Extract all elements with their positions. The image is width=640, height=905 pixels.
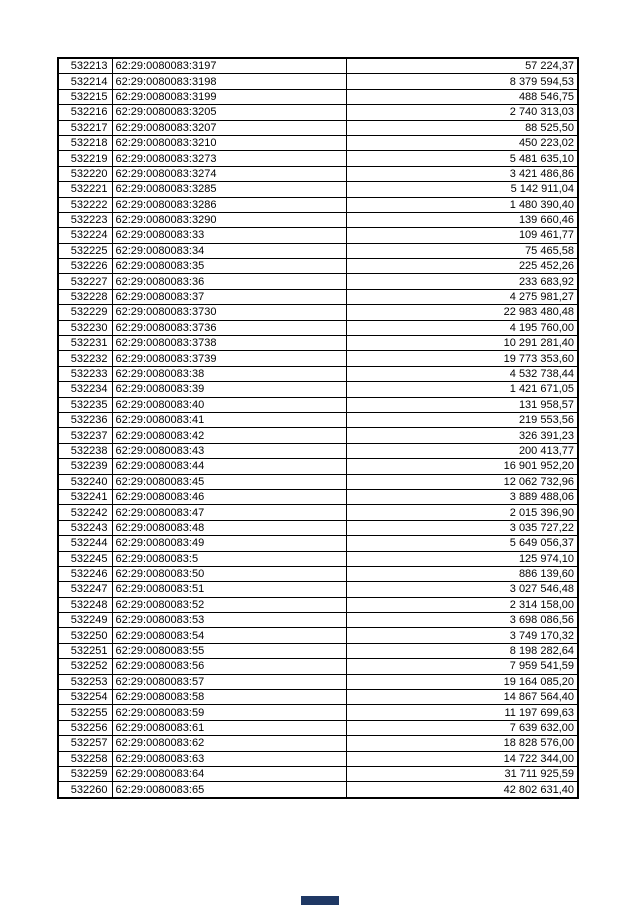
cadastral-code-cell: 62:29:0080083:58 bbox=[112, 690, 346, 705]
row-id-cell: 532247 bbox=[58, 582, 112, 597]
table-row bbox=[58, 628, 578, 643]
table-row bbox=[58, 428, 578, 443]
row-id-cell: 532226 bbox=[58, 259, 112, 274]
amount-cell: 2 740 313,03 bbox=[346, 105, 578, 120]
row-id-cell: 532258 bbox=[58, 751, 112, 766]
row-id-cell: 532241 bbox=[58, 489, 112, 504]
amount-cell: 3 749 170,32 bbox=[346, 628, 578, 643]
row-id-cell: 532213 bbox=[58, 58, 112, 74]
cadastral-code-cell: 62:29:0080083:47 bbox=[112, 505, 346, 520]
cadastral-code-cell: 62:29:0080083:34 bbox=[112, 243, 346, 258]
table-row bbox=[58, 58, 578, 74]
table-row bbox=[58, 659, 578, 674]
row-id-cell: 532249 bbox=[58, 613, 112, 628]
amount-cell: 200 413,77 bbox=[346, 443, 578, 458]
row-id-cell: 532235 bbox=[58, 397, 112, 412]
amount-cell: 450 223,02 bbox=[346, 135, 578, 150]
amount-cell: 488 546,75 bbox=[346, 89, 578, 104]
row-id-cell: 532227 bbox=[58, 274, 112, 289]
amount-cell: 886 139,60 bbox=[346, 566, 578, 581]
cadastral-code-cell: 62:29:0080083:65 bbox=[112, 782, 346, 798]
row-id-cell: 532245 bbox=[58, 551, 112, 566]
cadastral-code-cell: 62:29:0080083:42 bbox=[112, 428, 346, 443]
table-row bbox=[58, 366, 578, 381]
cadastral-code-cell: 62:29:0080083:3199 bbox=[112, 89, 346, 104]
amount-cell: 233 683,92 bbox=[346, 274, 578, 289]
table-row bbox=[58, 643, 578, 658]
table-row bbox=[58, 182, 578, 197]
cadastral-code-cell: 62:29:0080083:3286 bbox=[112, 197, 346, 212]
cadastral-code-cell: 62:29:0080083:40 bbox=[112, 397, 346, 412]
table-row bbox=[58, 720, 578, 735]
table-row bbox=[58, 674, 578, 689]
row-id-cell: 532240 bbox=[58, 474, 112, 489]
cadastral-code-cell: 62:29:0080083:61 bbox=[112, 720, 346, 735]
cadastral-code-cell: 62:29:0080083:55 bbox=[112, 643, 346, 658]
row-id-cell: 532233 bbox=[58, 366, 112, 381]
row-id-cell: 532248 bbox=[58, 597, 112, 612]
cadastral-code-cell: 62:29:0080083:39 bbox=[112, 382, 346, 397]
amount-cell: 88 525,50 bbox=[346, 120, 578, 135]
row-id-cell: 532260 bbox=[58, 782, 112, 798]
table-row bbox=[58, 166, 578, 181]
table-row bbox=[58, 320, 578, 335]
row-id-cell: 532236 bbox=[58, 412, 112, 427]
amount-cell: 57 224,37 bbox=[346, 58, 578, 74]
cadastral-code-cell: 62:29:0080083:49 bbox=[112, 536, 346, 551]
cadastral-code-cell: 62:29:0080083:36 bbox=[112, 274, 346, 289]
cadastral-code-cell: 62:29:0080083:3730 bbox=[112, 305, 346, 320]
table-row bbox=[58, 613, 578, 628]
amount-cell: 8 379 594,53 bbox=[346, 74, 578, 89]
table-row bbox=[58, 690, 578, 705]
table-row bbox=[58, 551, 578, 566]
table-row bbox=[58, 351, 578, 366]
table-row bbox=[58, 135, 578, 150]
cadastral-code-cell: 62:29:0080083:50 bbox=[112, 566, 346, 581]
table-row bbox=[58, 582, 578, 597]
row-id-cell: 532228 bbox=[58, 289, 112, 304]
row-id-cell: 532244 bbox=[58, 536, 112, 551]
cadastral-code-cell: 62:29:0080083:3198 bbox=[112, 74, 346, 89]
table-row bbox=[58, 766, 578, 781]
row-id-cell: 532252 bbox=[58, 659, 112, 674]
amount-cell: 1 480 390,40 bbox=[346, 197, 578, 212]
amount-cell: 18 828 576,00 bbox=[346, 736, 578, 751]
row-id-cell: 532218 bbox=[58, 135, 112, 150]
amount-cell: 1 421 671,05 bbox=[346, 382, 578, 397]
cadastral-code-cell: 62:29:0080083:3285 bbox=[112, 182, 346, 197]
cadastral-code-cell: 62:29:0080083:52 bbox=[112, 597, 346, 612]
row-id-cell: 532256 bbox=[58, 720, 112, 735]
amount-cell: 16 901 952,20 bbox=[346, 459, 578, 474]
cadastral-code-cell: 62:29:0080083:53 bbox=[112, 613, 346, 628]
cadastral-code-cell: 62:29:0080083:3736 bbox=[112, 320, 346, 335]
row-id-cell: 532242 bbox=[58, 505, 112, 520]
row-id-cell: 532224 bbox=[58, 228, 112, 243]
cadastral-code-cell: 62:29:0080083:3739 bbox=[112, 351, 346, 366]
table-row bbox=[58, 243, 578, 258]
table-row bbox=[58, 74, 578, 89]
amount-cell: 326 391,23 bbox=[346, 428, 578, 443]
table-row bbox=[58, 751, 578, 766]
amount-cell: 3 035 727,22 bbox=[346, 520, 578, 535]
row-id-cell: 532230 bbox=[58, 320, 112, 335]
row-id-cell: 532231 bbox=[58, 336, 112, 351]
row-id-cell: 532243 bbox=[58, 520, 112, 535]
amount-cell: 4 532 738,44 bbox=[346, 366, 578, 381]
table-row bbox=[58, 305, 578, 320]
row-id-cell: 532222 bbox=[58, 197, 112, 212]
cadastral-code-cell: 62:29:0080083:35 bbox=[112, 259, 346, 274]
amount-cell: 42 802 631,40 bbox=[346, 782, 578, 798]
table-row bbox=[58, 120, 578, 135]
table-row bbox=[58, 289, 578, 304]
row-id-cell: 532237 bbox=[58, 428, 112, 443]
amount-cell: 2 314 158,00 bbox=[346, 597, 578, 612]
cadastral-code-cell: 62:29:0080083:45 bbox=[112, 474, 346, 489]
cadastral-code-cell: 62:29:0080083:38 bbox=[112, 366, 346, 381]
cadastral-code-cell: 62:29:0080083:43 bbox=[112, 443, 346, 458]
amount-cell: 2 015 396,90 bbox=[346, 505, 578, 520]
amount-cell: 11 197 699,63 bbox=[346, 705, 578, 720]
amount-cell: 19 773 353,60 bbox=[346, 351, 578, 366]
cadastral-code-cell: 62:29:0080083:41 bbox=[112, 412, 346, 427]
cadastral-code-cell: 62:29:0080083:3290 bbox=[112, 212, 346, 227]
cadastral-code-cell: 62:29:0080083:54 bbox=[112, 628, 346, 643]
amount-cell: 3 027 546,48 bbox=[346, 582, 578, 597]
table-row bbox=[58, 597, 578, 612]
amount-cell: 7 959 541,59 bbox=[346, 659, 578, 674]
table-row bbox=[58, 412, 578, 427]
row-id-cell: 532223 bbox=[58, 212, 112, 227]
amount-cell: 7 639 632,00 bbox=[346, 720, 578, 735]
amount-cell: 219 553,56 bbox=[346, 412, 578, 427]
amount-cell: 31 711 925,59 bbox=[346, 766, 578, 781]
cadastral-code-cell: 62:29:0080083:51 bbox=[112, 582, 346, 597]
row-id-cell: 532251 bbox=[58, 643, 112, 658]
table-row bbox=[58, 382, 578, 397]
table-row bbox=[58, 736, 578, 751]
table-row bbox=[58, 505, 578, 520]
cadastral-code-cell: 62:29:0080083:56 bbox=[112, 659, 346, 674]
cadastral-code-cell: 62:29:0080083:3273 bbox=[112, 151, 346, 166]
cadastral-code-cell: 62:29:0080083:3207 bbox=[112, 120, 346, 135]
row-id-cell: 532254 bbox=[58, 690, 112, 705]
amount-cell: 225 452,26 bbox=[346, 259, 578, 274]
table-row bbox=[58, 259, 578, 274]
table-row bbox=[58, 89, 578, 104]
cadastral-code-cell: 62:29:0080083:59 bbox=[112, 705, 346, 720]
row-id-cell: 532259 bbox=[58, 766, 112, 781]
amount-cell: 3 698 086,56 bbox=[346, 613, 578, 628]
cadastral-code-cell: 62:29:0080083:62 bbox=[112, 736, 346, 751]
amount-cell: 4 195 760,00 bbox=[346, 320, 578, 335]
cadastral-code-cell: 62:29:0080083:44 bbox=[112, 459, 346, 474]
footer-marker-bar bbox=[301, 896, 339, 905]
amount-cell: 8 198 282,64 bbox=[346, 643, 578, 658]
row-id-cell: 532257 bbox=[58, 736, 112, 751]
amount-cell: 3 421 486,86 bbox=[346, 166, 578, 181]
cadastral-code-cell: 62:29:0080083:46 bbox=[112, 489, 346, 504]
amount-cell: 5 481 635,10 bbox=[346, 151, 578, 166]
table-row bbox=[58, 105, 578, 120]
amount-cell: 12 062 732,96 bbox=[346, 474, 578, 489]
cadastral-code-cell: 62:29:0080083:33 bbox=[112, 228, 346, 243]
table-row bbox=[58, 197, 578, 212]
row-id-cell: 532238 bbox=[58, 443, 112, 458]
row-id-cell: 532253 bbox=[58, 674, 112, 689]
table-row bbox=[58, 705, 578, 720]
records-table bbox=[57, 57, 579, 799]
amount-cell: 4 275 981,27 bbox=[346, 289, 578, 304]
table-row bbox=[58, 274, 578, 289]
cadastral-code-cell: 62:29:0080083:3205 bbox=[112, 105, 346, 120]
amount-cell: 19 164 085,20 bbox=[346, 674, 578, 689]
table-row bbox=[58, 336, 578, 351]
row-id-cell: 532221 bbox=[58, 182, 112, 197]
table-row bbox=[58, 151, 578, 166]
row-id-cell: 532250 bbox=[58, 628, 112, 643]
table-row bbox=[58, 489, 578, 504]
amount-cell: 5 649 056,37 bbox=[346, 536, 578, 551]
amount-cell: 125 974,10 bbox=[346, 551, 578, 566]
amount-cell: 14 867 564,40 bbox=[346, 690, 578, 705]
table-row bbox=[58, 474, 578, 489]
row-id-cell: 532239 bbox=[58, 459, 112, 474]
row-id-cell: 532234 bbox=[58, 382, 112, 397]
cadastral-code-cell: 62:29:0080083:3274 bbox=[112, 166, 346, 181]
cadastral-code-cell: 62:29:0080083:3210 bbox=[112, 135, 346, 150]
records-table-body bbox=[58, 58, 578, 798]
table-row bbox=[58, 228, 578, 243]
cadastral-code-cell: 62:29:0080083:63 bbox=[112, 751, 346, 766]
table-row bbox=[58, 443, 578, 458]
table-row bbox=[58, 520, 578, 535]
table-row bbox=[58, 212, 578, 227]
table-row bbox=[58, 782, 578, 798]
row-id-cell: 532219 bbox=[58, 151, 112, 166]
amount-cell: 139 660,46 bbox=[346, 212, 578, 227]
amount-cell: 75 465,58 bbox=[346, 243, 578, 258]
row-id-cell: 532214 bbox=[58, 74, 112, 89]
cadastral-code-cell: 62:29:0080083:3738 bbox=[112, 336, 346, 351]
amount-cell: 109 461,77 bbox=[346, 228, 578, 243]
table-row bbox=[58, 397, 578, 412]
row-id-cell: 532216 bbox=[58, 105, 112, 120]
row-id-cell: 532255 bbox=[58, 705, 112, 720]
row-id-cell: 532225 bbox=[58, 243, 112, 258]
amount-cell: 5 142 911,04 bbox=[346, 182, 578, 197]
amount-cell: 131 958,57 bbox=[346, 397, 578, 412]
table-row bbox=[58, 536, 578, 551]
amount-cell: 22 983 480,48 bbox=[346, 305, 578, 320]
cadastral-code-cell: 62:29:0080083:57 bbox=[112, 674, 346, 689]
cadastral-code-cell: 62:29:0080083:48 bbox=[112, 520, 346, 535]
cadastral-code-cell: 62:29:0080083:37 bbox=[112, 289, 346, 304]
cadastral-code-cell: 62:29:0080083:5 bbox=[112, 551, 346, 566]
row-id-cell: 532217 bbox=[58, 120, 112, 135]
row-id-cell: 532232 bbox=[58, 351, 112, 366]
row-id-cell: 532220 bbox=[58, 166, 112, 181]
amount-cell: 3 889 488,06 bbox=[346, 489, 578, 504]
cadastral-code-cell: 62:29:0080083:3197 bbox=[112, 58, 346, 74]
row-id-cell: 532215 bbox=[58, 89, 112, 104]
table-row bbox=[58, 459, 578, 474]
amount-cell: 14 722 344,00 bbox=[346, 751, 578, 766]
amount-cell: 10 291 281,40 bbox=[346, 336, 578, 351]
table-row bbox=[58, 566, 578, 581]
row-id-cell: 532246 bbox=[58, 566, 112, 581]
cadastral-code-cell: 62:29:0080083:64 bbox=[112, 766, 346, 781]
row-id-cell: 532229 bbox=[58, 305, 112, 320]
